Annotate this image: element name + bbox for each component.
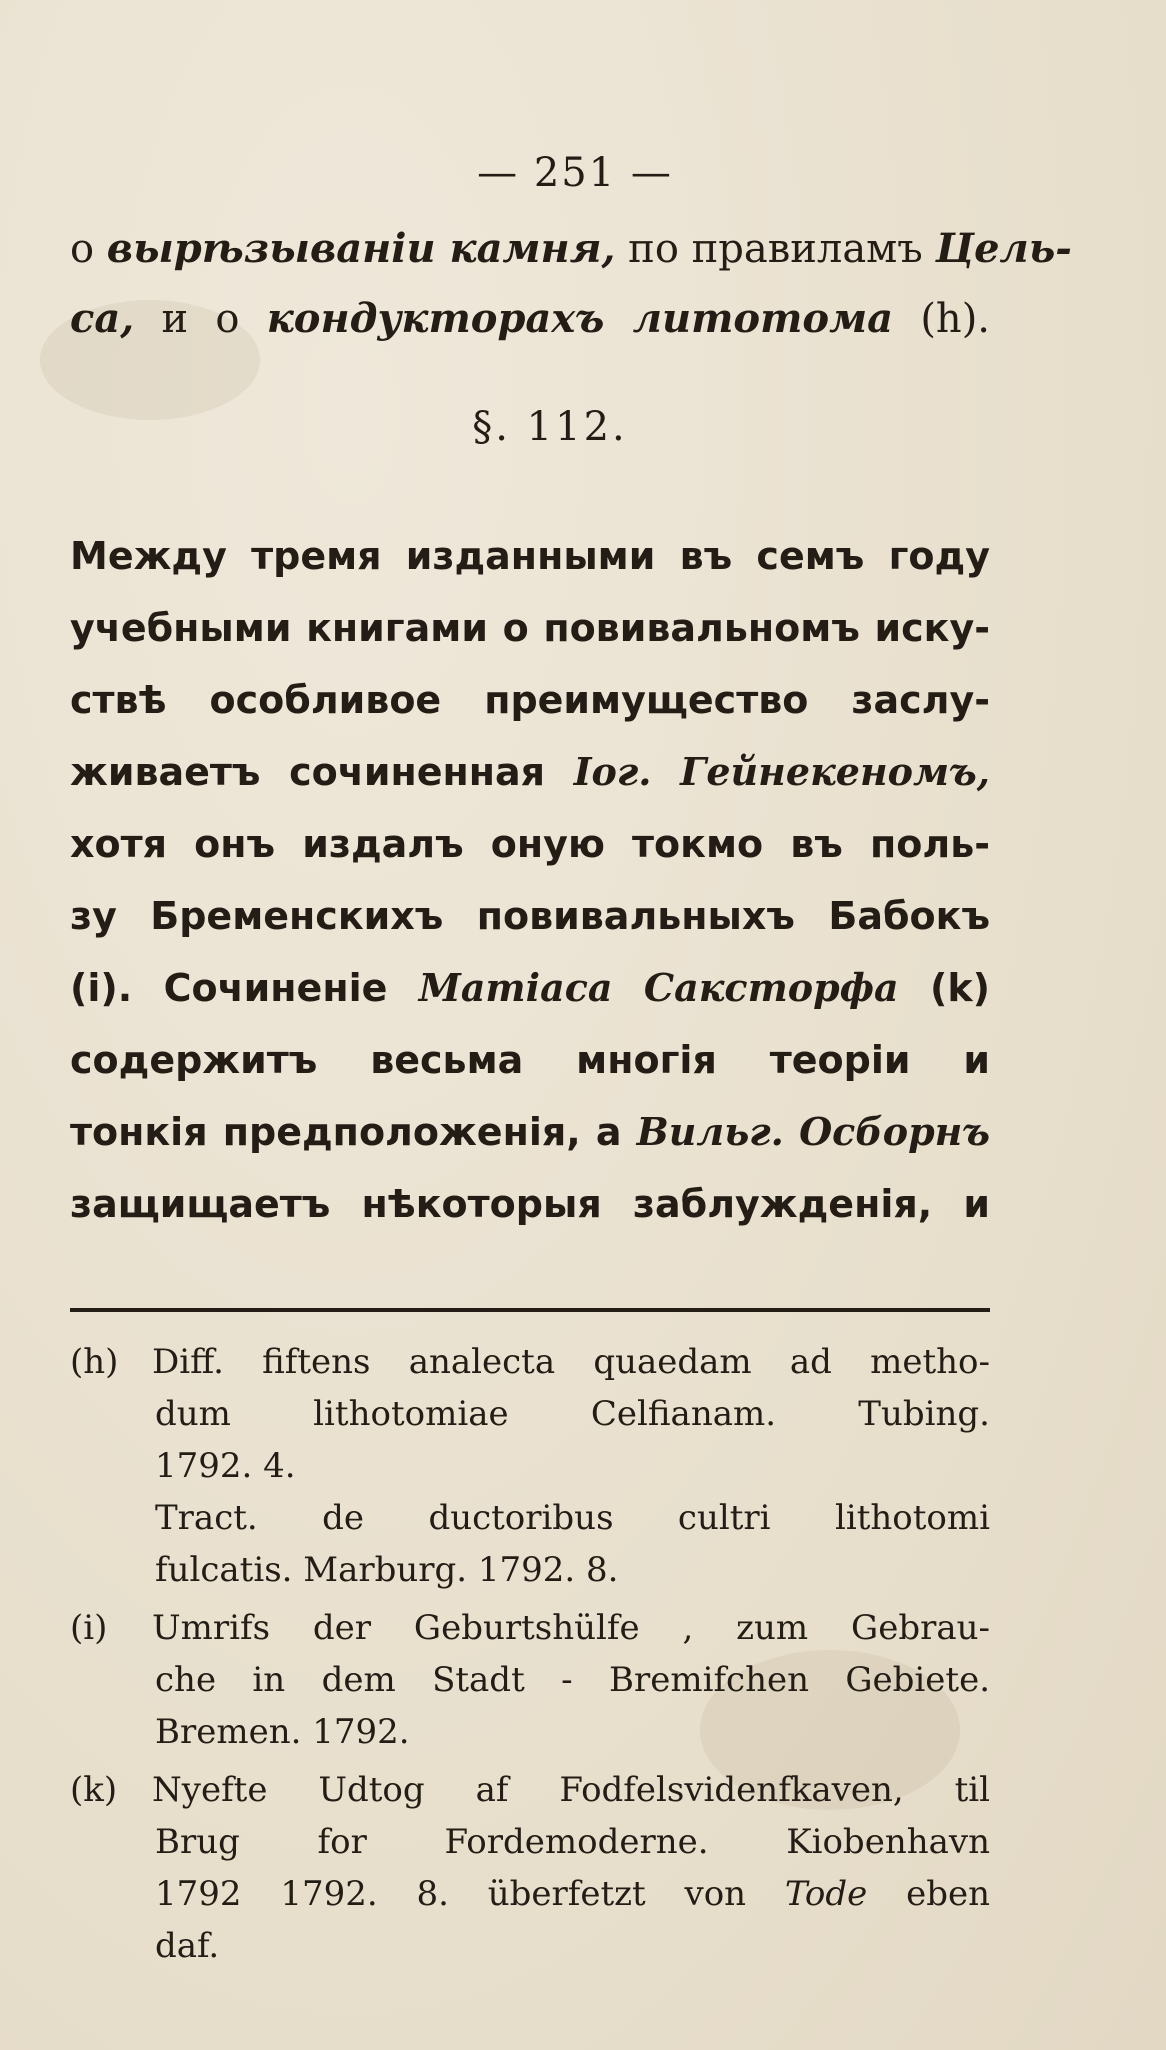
section-heading: §. 112. <box>472 404 628 450</box>
footnote-line: Brug for Fordemoderne. Kiobenhavn <box>155 1822 990 1862</box>
italic-name: Цель- <box>935 225 1072 272</box>
text-line <box>70 736 990 808</box>
footnote-mark: (i) <box>70 1608 108 1648</box>
text-line: содержитъ весьма многія теоріи и <box>70 1038 990 1082</box>
footnotes <box>70 1336 990 1972</box>
text-span: (i). Сочиненіе <box>70 966 419 1010</box>
footnote-text: Diff. fiftens analecta quaedam ad metho- <box>152 1342 990 1382</box>
text-line: хотя онъ издалъ оную токмо въ поль- <box>70 822 990 866</box>
text-line <box>70 1096 990 1168</box>
italic-term: вырѣзываніи камня, <box>106 225 616 272</box>
footnote-line: Tract. de ductoribus cultri lithotomi <box>155 1498 990 1538</box>
italic-term: кондукторахъ литотома <box>266 295 894 342</box>
text-span: тонкія предположенія, а <box>70 1110 637 1154</box>
footnote-text: eben <box>867 1874 990 1914</box>
text-line <box>70 952 990 1024</box>
page-number: — 251 — <box>477 150 673 196</box>
text-line: защищаетъ нѣкоторыя заблужденія, и <box>70 1182 990 1226</box>
book-page <box>70 150 1072 1978</box>
text-span: о <box>70 226 107 272</box>
footnote-line <box>70 1764 990 1816</box>
footnote-k <box>70 1764 990 1972</box>
footnote-mark: (h) <box>70 1342 119 1382</box>
italic-name: Вильг. Осборнъ <box>636 1109 990 1154</box>
footnote-h <box>70 1336 990 1596</box>
text-line: Между тремя изданными въ семъ году <box>70 534 990 578</box>
intro-text <box>70 214 1072 354</box>
footnote-line: daf. <box>155 1926 220 1966</box>
italic-name: Tode <box>784 1874 868 1914</box>
text-span: по правиламъ <box>615 226 936 272</box>
footnote-ref: (k) <box>898 966 990 1010</box>
footnote-line: 1792. 4. <box>155 1446 296 1486</box>
footnote-i <box>70 1602 990 1758</box>
body-paragraph <box>70 520 990 1240</box>
footnote-line: dum lithotomiae Celfianam. Tubing. <box>155 1394 990 1434</box>
footnote-line: fulcatis. Marburg. 1792. 8. <box>155 1550 619 1590</box>
footnote-divider <box>70 1308 990 1312</box>
text-line: учебными книгами о повивальномъ иску- <box>70 606 990 650</box>
text-line: ствѣ особливое преимущество заслу- <box>70 678 990 722</box>
footnote-text: Umrifs der Geburtshülfe , zum Gebrau- <box>152 1608 990 1648</box>
text-line <box>70 284 990 354</box>
footnote-line: Bremen. 1792. <box>155 1712 410 1752</box>
text-line <box>70 214 1072 284</box>
italic-name: Матіаса Сaксторфа <box>418 965 899 1010</box>
text-span: и о <box>134 296 267 342</box>
footnote-line <box>70 1602 990 1654</box>
footnote-text: 1792 1792. 8. überfetzt von <box>155 1874 785 1914</box>
text-line: зу Бременскихъ повивальныхъ Бабокъ <box>70 894 990 938</box>
footnote-mark: (k) <box>70 1770 118 1810</box>
footnote-line <box>70 1868 990 1920</box>
footnote-line <box>70 1336 990 1388</box>
footnote-text: Nyefte Udtog af Fodfelsvidenfkaven, til <box>152 1770 990 1810</box>
italic-name: са, <box>70 295 135 342</box>
text-span: живаетъ сочиненная <box>70 750 574 794</box>
footnote-ref: (h). <box>893 296 991 342</box>
footnote-line: che in dem Stadt - Bremifchen Gebiete. <box>155 1660 990 1700</box>
italic-name: Іог. Гейнекеномъ, <box>573 749 990 794</box>
